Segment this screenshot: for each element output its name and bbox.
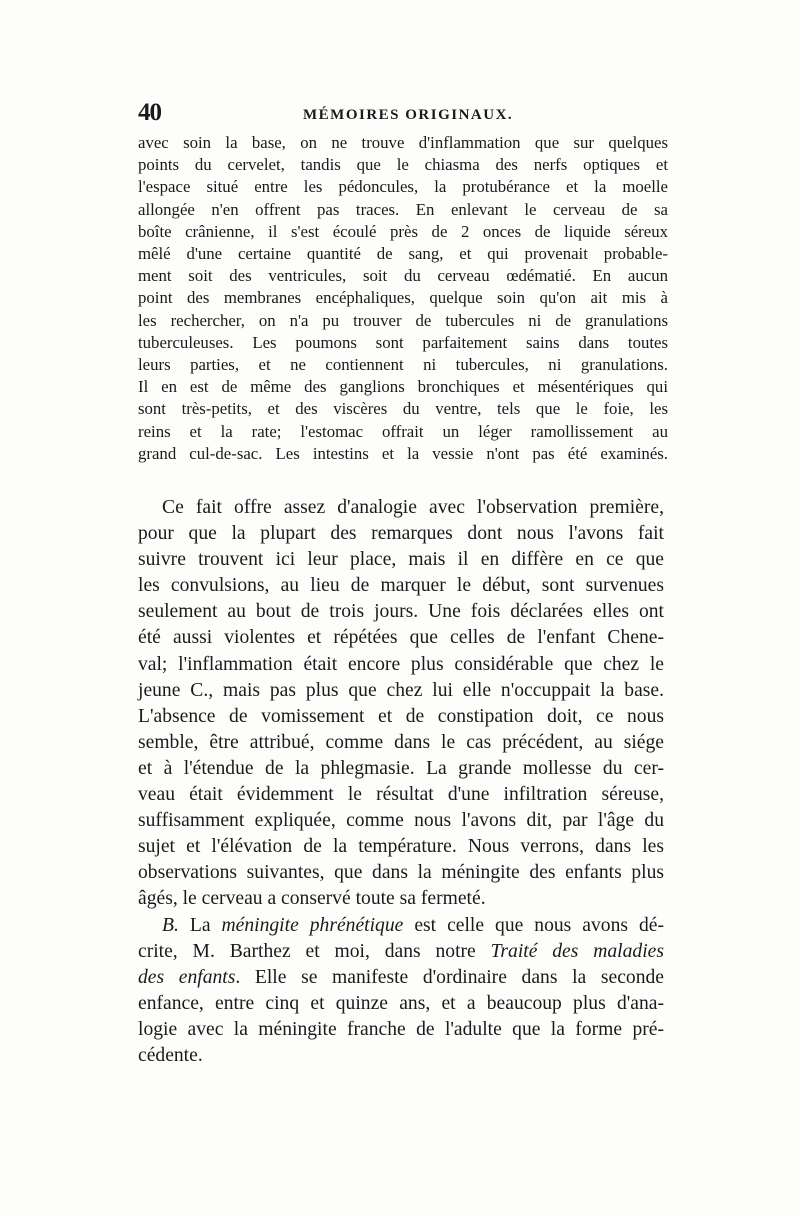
text-line: point des membranes encéphaliques, quelque soin qu'on ait mis à [138,288,668,308]
running-head [138,97,668,129]
page-number: 40 [138,99,161,126]
text-line: leurs parties, et ne contiennent ni tubercules, ni granulations. [138,355,668,375]
text-line: seulement au bout de trois jours. Une fois déclarées elles ont [138,601,664,623]
text-line: reins et la rate; l'estomac offrait un léger ramollissement au [138,421,668,441]
text-line: semble, être attribué, comme dans le cas précédent, au siége [138,731,664,753]
text-line: été aussi violentes et répétées que celles de l'enfant Chene- [138,627,664,649]
text-line: suivre trouvent ici leur place, mais il en diffère en ce que [138,549,664,571]
text-line: sont très-petits, et des viscères du ventre, tels que le foie, les [138,399,668,419]
text-line: suffisamment expliquée, comme nous l'avons dit, par l'âge du [138,810,664,832]
text-line: B. La méningite phrénétique est celle que nous avons dé- [162,914,664,936]
text-line: val; l'inflammation était encore plus considérable que chez le [138,653,664,675]
text-line: Il en est de même des ganglions bronchiques et mésentériques qui [138,377,668,397]
text-line: sujet et l'élévation de la température. Nous verrons, dans les [138,836,664,858]
text-line: L'absence de vomissement et de constipation doit, ce nous [138,705,664,727]
text-line: boîte crânienne, il s'est écoulé près de 2 onces de liquide séreux [138,221,668,241]
running-title: MÉMOIRES ORIGINAUX. [303,107,514,123]
text-line: des enfants. Elle se manifeste d'ordinaire dans la seconde [138,966,664,988]
text-line: enfance, entre cinq et quinze ans, et a beaucoup plus d'ana- [138,992,664,1014]
section-label: B. [162,914,179,936]
text-line: Ce fait offre assez d'analogie avec l'observation première, [162,497,664,518]
autopsy-paragraph [138,132,668,465]
text-line: ment soit des ventricules, soit du cerveau œdématié. En aucun [138,266,668,286]
text-line: grand cul-de-sac. Les intestins et la vessie n'ont pas été examinés. [138,443,668,463]
text-line: mêlé d'une certaine quantité de sang, et qui provenait probable- [138,244,668,264]
text-line: logie avec la méningite franche de l'adulte que la forme pré- [138,1018,664,1040]
book-title: des enfants [138,966,236,988]
text-line: âgés, le cerveau a conservé toute sa fermeté. [138,888,486,910]
text-line: les convulsions, au lieu de marquer le début, sont survenues [138,575,664,597]
text-line: observations suivantes, que dans la méningite des enfants plus [138,862,664,884]
text-line: pour que la plupart des remarques dont nous l'avons fait [138,523,664,545]
book-title: Traité des maladies [490,940,664,962]
text-line: allongée n'en offrent pas traces. En enlevant le cerveau de sa [138,199,668,219]
text-line: veau était évidemment le résultat d'une infiltration séreuse, [138,784,664,806]
text-line: points du cervelet, tandis que le chiasma des nerfs optiques et [138,155,668,175]
commentary-paragraph [138,495,664,1069]
italic-term: méningite phrénétique [221,914,404,936]
text-line: tuberculeuses. Les poumons sont parfaitement sains dans toutes [138,332,668,352]
text-line: l'espace situé entre les pédoncules, la protubérance et la moelle [138,177,668,197]
text-line: crite, M. Barthez et moi, dans notre Traité des maladies [138,940,664,962]
text-line: jeune C., mais pas plus que chez lui elle n'occuppait la base. [138,679,664,701]
text-line: cédente. [138,1044,203,1066]
text-line: avec soin la base, on ne trouve d'inflammation que sur quelques [138,133,668,152]
text-line: et à l'étendue de la phlegmasie. La grande mollesse du cer- [138,757,664,779]
text-line: les rechercher, on n'a pu trouver de tubercules ni de granulations [138,310,668,330]
